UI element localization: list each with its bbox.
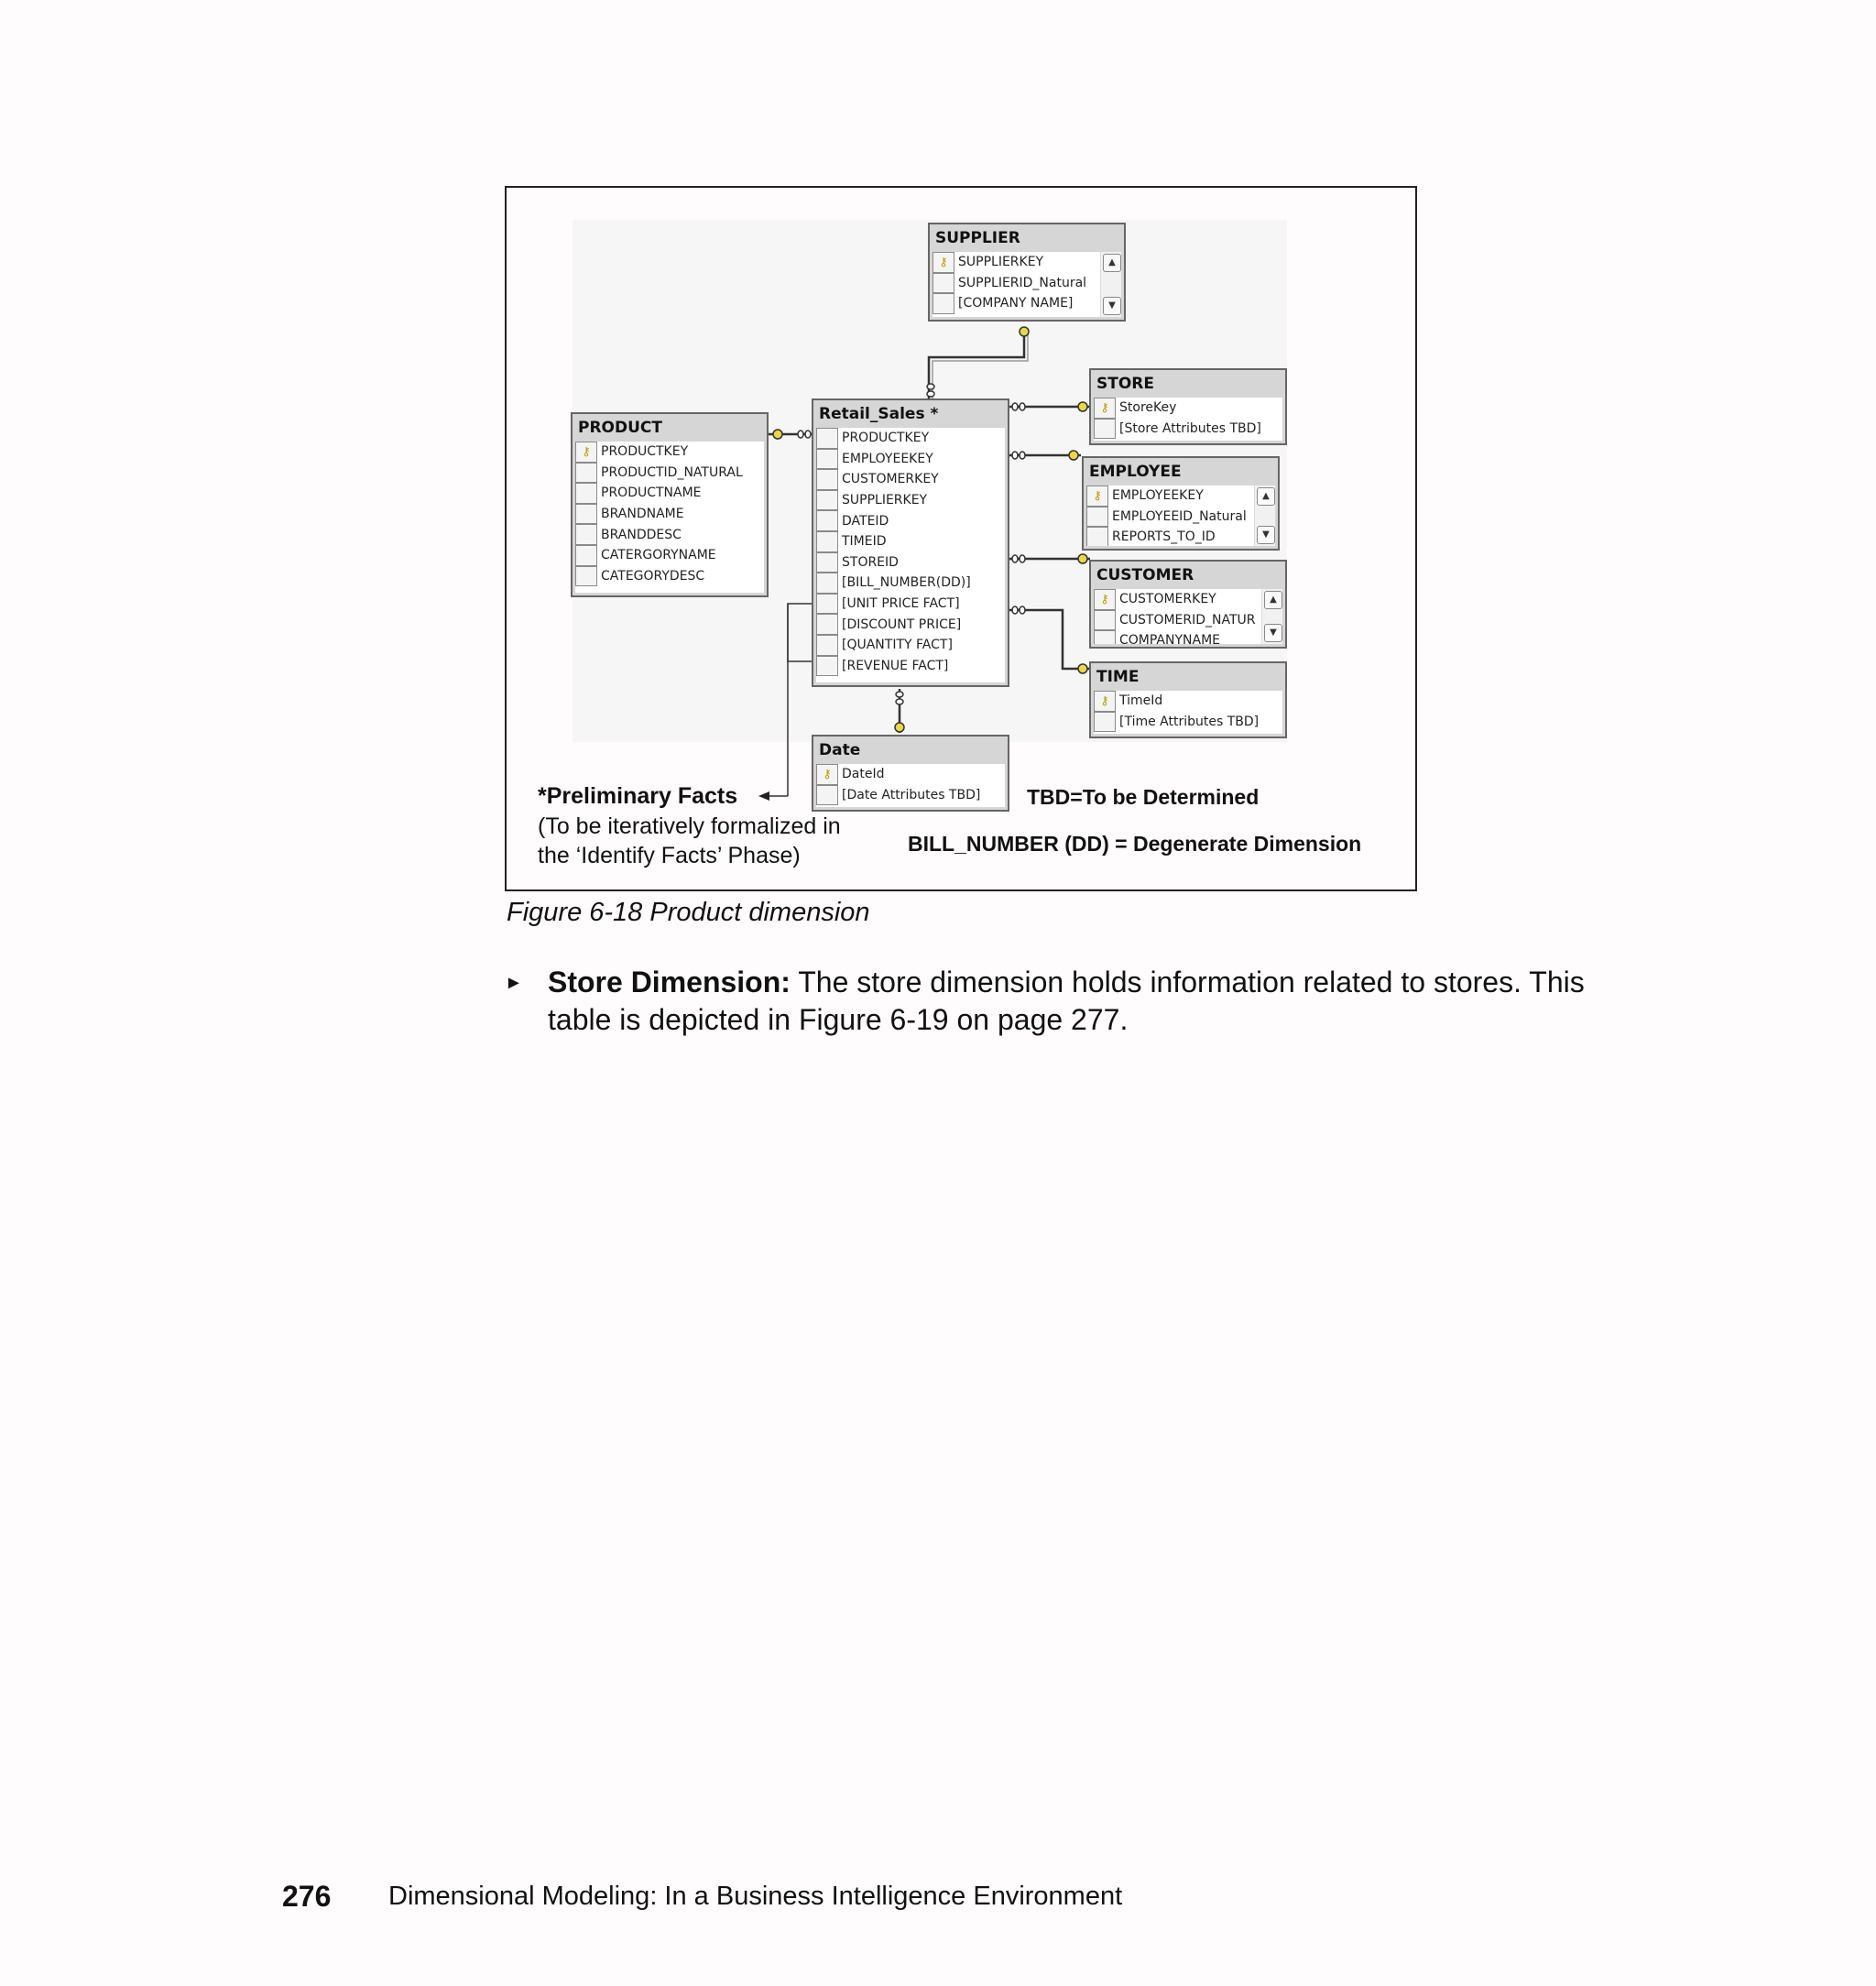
table-row[interactable]: [Time Attributes TBD] <box>1094 712 1282 733</box>
table-row[interactable]: CATEGORYDESC <box>575 566 764 587</box>
tbd-note: TBD=To be Determined <box>1027 785 1260 809</box>
supplier-table[interactable] <box>928 223 1126 322</box>
table-row[interactable]: ⚷ PRODUCTKEY <box>575 442 764 463</box>
table-row[interactable]: ⚷ TimeId <box>1094 691 1282 712</box>
table-row[interactable]: CUSTOMERKEY <box>816 469 1005 490</box>
facts-arrow-head <box>758 791 769 801</box>
table-row[interactable]: ⚷ EMPLOYEEKEY <box>1086 486 1275 507</box>
bullet-text: The store dimension holds information related to stores. This table is depicted in Figure 6-19 on page 277. <box>548 966 1585 1036</box>
time-relationship-line <box>1009 610 1090 669</box>
key-icon: ⚷ <box>1100 400 1109 415</box>
customer-table[interactable] <box>1089 560 1287 649</box>
scrollbar[interactable] <box>1100 252 1121 317</box>
table-row[interactable]: SUPPLIERID_Natural <box>933 273 1121 294</box>
scroll-down-icon[interactable]: ▼ <box>1264 624 1282 642</box>
table-row[interactable]: REPORTS_TO_ID <box>1086 527 1275 546</box>
table-row[interactable]: TIMEID <box>816 531 1005 552</box>
table-row[interactable]: [Date Attributes TBD] <box>816 785 1005 806</box>
table-title: CUSTOMER <box>1096 566 1194 584</box>
store-table[interactable] <box>1089 368 1287 445</box>
table-row[interactable]: EMPLOYEEID_Natural <box>1086 507 1275 528</box>
scroll-up-icon[interactable]: ▲ <box>1103 254 1121 272</box>
table-title: Retail_Sales * <box>819 405 939 423</box>
scrollbar[interactable] <box>1261 589 1282 644</box>
table-title: PRODUCT <box>578 419 662 437</box>
table-title: TIME <box>1096 668 1140 686</box>
book-title: Dimensional Modeling: In a Business Intelligence Environment <box>388 1882 1123 1911</box>
table-row[interactable]: PRODUCTKEY <box>816 428 1005 449</box>
table-title: STORE <box>1096 375 1154 393</box>
table-row[interactable]: BRANDNAME <box>575 504 764 525</box>
table-row[interactable]: DATEID <box>816 510 1005 531</box>
table-row[interactable]: COMPANYNAME <box>1094 630 1282 644</box>
table-row[interactable]: ⚷ StoreKey <box>1094 398 1282 419</box>
table-title: Date <box>819 741 861 759</box>
bill-number-note: BILL_NUMBER (DD) = Degenerate Dimension <box>908 832 1362 856</box>
table-row[interactable]: PRODUCTNAME <box>575 483 764 504</box>
key-icon: ⚷ <box>939 255 948 269</box>
table-title: EMPLOYEE <box>1089 463 1182 481</box>
table-row[interactable]: BRANDDESC <box>575 524 764 545</box>
retail-sales-table[interactable] <box>812 398 1009 687</box>
preliminary-facts-label: *Preliminary Facts <box>538 783 738 809</box>
key-icon: ⚷ <box>1100 592 1109 606</box>
table-row[interactable]: ⚷ DateId <box>816 764 1005 785</box>
table-row[interactable]: ⚷ CUSTOMERKEY <box>1094 589 1282 610</box>
key-icon: ⚷ <box>1100 693 1109 708</box>
key-icon: ⚷ <box>582 444 591 459</box>
table-row[interactable]: SUPPLIERKEY <box>816 490 1005 511</box>
date-table[interactable] <box>812 735 1009 812</box>
employee-table[interactable] <box>1082 456 1280 551</box>
figure-caption: Figure 6-18 Product dimension <box>507 898 870 927</box>
table-title: SUPPLIER <box>935 229 1020 247</box>
scroll-down-icon[interactable]: ▼ <box>1103 297 1121 315</box>
table-row[interactable]: STOREID <box>816 552 1005 573</box>
table-row[interactable]: CATERGORYNAME <box>575 545 764 566</box>
time-table[interactable] <box>1089 661 1287 738</box>
preliminary-note-line1: (To be iteratively formalized in <box>538 813 841 839</box>
page-number: 276 <box>282 1880 332 1913</box>
preliminary-note-line2: the ‘Identify Facts’ Phase) <box>538 843 801 868</box>
scroll-down-icon[interactable]: ▼ <box>1257 526 1275 544</box>
scroll-up-icon[interactable]: ▲ <box>1264 591 1282 609</box>
table-row[interactable]: [COMPANY NAME] <box>933 293 1121 314</box>
bullet-bold: Store Dimension: <box>548 966 791 998</box>
key-icon: ⚷ <box>823 767 832 781</box>
table-row[interactable]: CUSTOMERID_NATUR <box>1094 610 1282 631</box>
scrollbar[interactable] <box>1254 486 1275 546</box>
table-row[interactable]: [REVENUE FACT] <box>816 656 1005 677</box>
table-row[interactable]: [BILL_NUMBER(DD)] <box>816 573 1005 594</box>
key-icon: ⚷ <box>1093 488 1102 503</box>
product-table[interactable] <box>571 412 769 597</box>
table-row[interactable]: [Store Attributes TBD] <box>1094 419 1282 440</box>
table-row[interactable]: EMPLOYEEKEY <box>816 449 1005 470</box>
table-row[interactable]: [DISCOUNT PRICE] <box>816 614 1005 635</box>
supplier-relationship-line <box>929 333 1024 401</box>
table-row[interactable]: [QUANTITY FACT] <box>816 635 1005 656</box>
table-row[interactable]: ⚷ SUPPLIERKEY <box>933 252 1121 273</box>
bullet-paragraph <box>548 964 1601 1039</box>
bullet-marker: ► <box>505 973 523 993</box>
table-row[interactable]: [UNIT PRICE FACT] <box>816 594 1005 615</box>
table-row[interactable]: PRODUCTID_NATURAL <box>575 463 764 484</box>
scroll-up-icon[interactable]: ▲ <box>1257 487 1275 506</box>
